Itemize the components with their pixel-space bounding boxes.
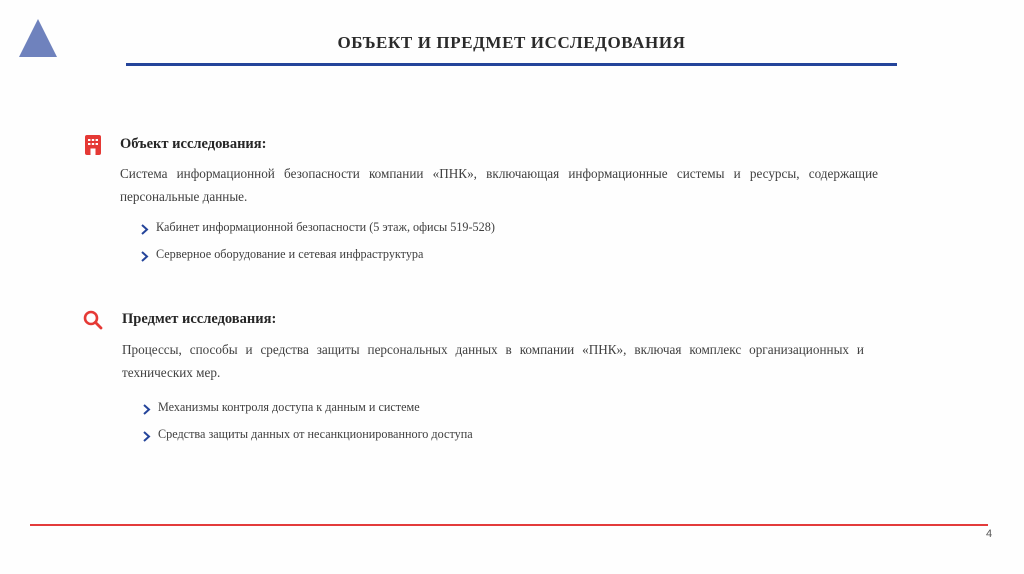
bullet-text: Механизмы контроля доступа к данным и системе bbox=[158, 400, 420, 414]
triangle-logo-icon bbox=[19, 19, 57, 57]
section-body: Система информационной безопасности компании «ПНК», включающая информационные системы и ресурсы, содержащие персональные данные. bbox=[120, 166, 878, 204]
title-underline bbox=[126, 63, 897, 66]
section-heading: Предмет исследования: bbox=[122, 311, 277, 327]
bullet-text: Серверное оборудование и сетевая инфраструктура bbox=[156, 247, 424, 261]
page-number: 4 bbox=[986, 528, 993, 540]
section-body: Процессы, способы и средства защиты персональных данных в компании «ПНК», включая комплекс организационных и технических мер. bbox=[122, 342, 864, 380]
chevron-right-icon bbox=[140, 249, 150, 263]
footer-rule bbox=[30, 524, 988, 526]
building-icon bbox=[83, 135, 103, 155]
bullet-text: Средства защиты данных от несанкционированного доступа bbox=[158, 427, 473, 441]
chevron-right-icon bbox=[142, 429, 152, 443]
search-icon bbox=[83, 310, 103, 330]
section-heading: Объект исследования: bbox=[120, 136, 267, 152]
chevron-right-icon bbox=[140, 222, 150, 236]
bullet-text: Кабинет информационной безопасности (5 этаж, офисы 519-528) bbox=[156, 220, 495, 234]
chevron-right-icon bbox=[142, 402, 152, 416]
page-title: ОБЪЕКТ И ПРЕДМЕТ ИССЛЕДОВАНИЯ bbox=[337, 33, 686, 52]
